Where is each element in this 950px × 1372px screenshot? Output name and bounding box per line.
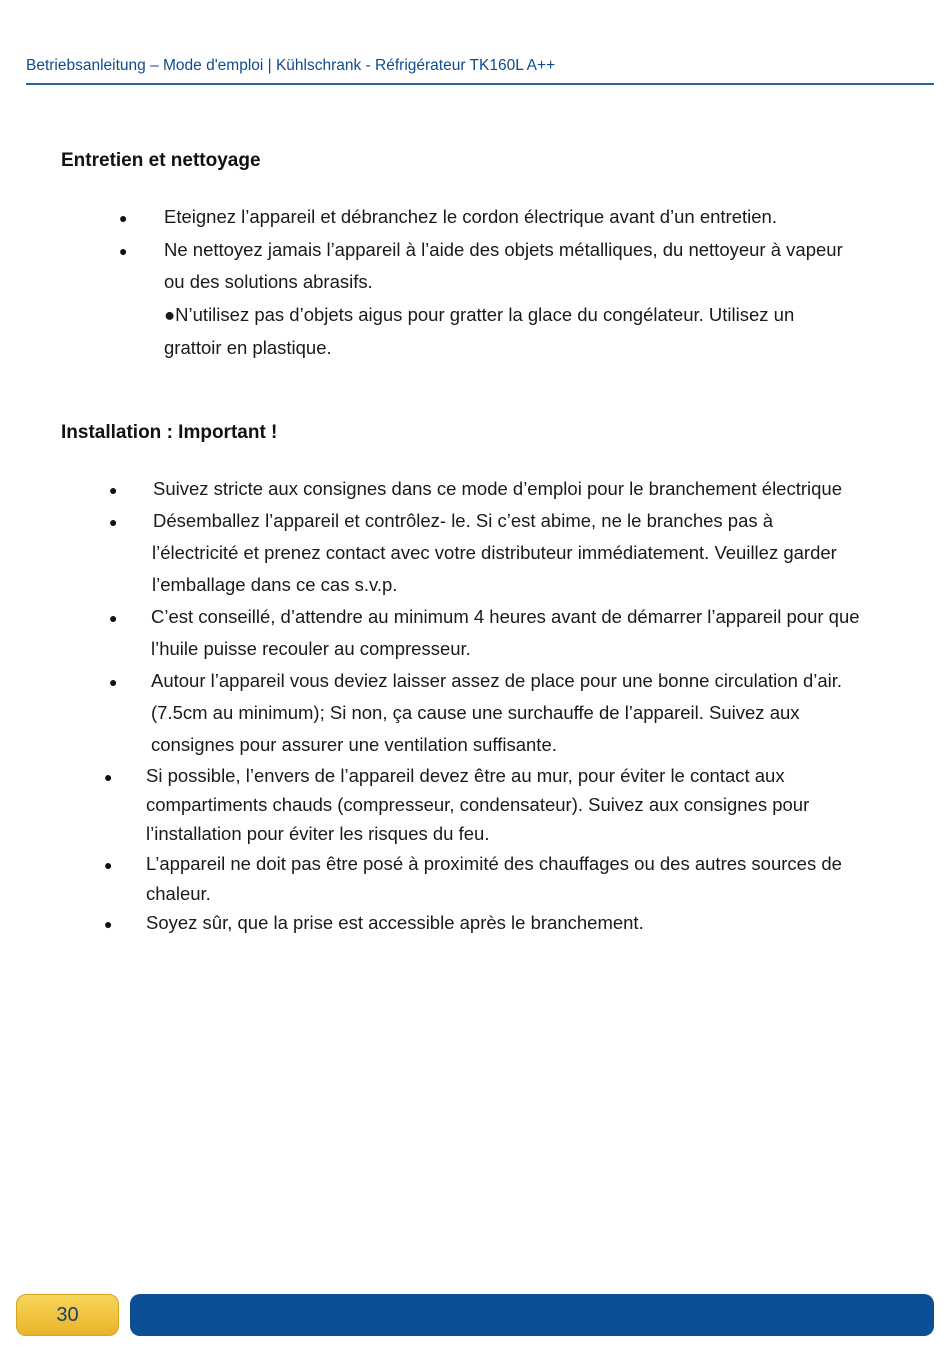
running-header: Betriebsanleitung – Mode d'emploi | Kühlschrank - Réfrigérateur TK160L A++ bbox=[26, 57, 556, 74]
footer-bar bbox=[130, 1294, 934, 1336]
installation-line-5: C’est conseillé, d’attendre au minimum 4 heures avant de démarrer l’appareil pour que bbox=[151, 606, 860, 627]
bullet: ● bbox=[104, 857, 113, 873]
bullet: ● bbox=[109, 610, 118, 626]
bullet: ● bbox=[104, 769, 113, 785]
installation-line-13: L’appareil ne doit pas être posé à proximité des chauffages ou des autres sources de bbox=[146, 853, 842, 874]
bullet: ● bbox=[109, 674, 118, 690]
page-number-badge bbox=[16, 1294, 119, 1336]
installation-line-1: Suivez stricte aux consignes dans ce mode d’emploi pour le branchement électrique bbox=[153, 478, 842, 499]
installation-line-2: Désemballez l’appareil et contrôlez- le. Si c’est abime, ne le branches pas à bbox=[153, 510, 774, 531]
installation-line-6: l’huile puisse recouler au compresseur. bbox=[151, 638, 471, 659]
installation-line-14: chaleur. bbox=[146, 883, 211, 904]
maintenance-line-2: Ne nettoyez jamais l’appareil à l’aide des objets métalliques, du nettoyeur à vapeur bbox=[164, 239, 843, 260]
bullet: ● bbox=[109, 514, 118, 530]
bullet: ● bbox=[119, 210, 128, 226]
maintenance-line-3: ou des solutions abrasifs. bbox=[164, 271, 373, 292]
installation-line-10: Si possible, l’envers de l’appareil devez être au mur, pour éviter le contact aux bbox=[146, 765, 785, 786]
maintenance-line-5: grattoir en plastique. bbox=[164, 337, 332, 358]
section-title-maintenance: Entretien et nettoyage bbox=[61, 150, 261, 171]
maintenance-line-4: ●N’utilisez pas d’objets aigus pour gratter la glace du congélateur. Utilisez un bbox=[164, 304, 795, 325]
installation-line-11: compartiments chauds (compresseur, condensateur). Suivez aux consignes pour bbox=[146, 794, 810, 815]
installation-line-4: l’emballage dans ce cas s.v.p. bbox=[152, 574, 398, 595]
header-divider bbox=[26, 83, 934, 85]
bullet: ● bbox=[109, 482, 118, 498]
installation-line-7: Autour l’appareil vous deviez laisser assez de place pour une bonne circulation d’air. bbox=[151, 670, 843, 691]
maintenance-line-1: Eteignez l’appareil et débranchez le cordon électrique avant d’un entretien. bbox=[164, 206, 777, 227]
installation-line-12: l’installation pour éviter les risques du feu. bbox=[146, 823, 490, 844]
installation-line-8: (7.5cm au minimum); Si non, ça cause une surchauffe de l’appareil. Suivez aux bbox=[151, 702, 800, 723]
installation-line-15: Soyez sûr, que la prise est accessible après le branchement. bbox=[146, 912, 644, 933]
bullet: ● bbox=[104, 916, 113, 932]
bullet: ● bbox=[119, 243, 128, 259]
installation-line-9: consignes pour assurer une ventilation suffisante. bbox=[151, 734, 557, 755]
section-title-installation: Installation : Important ! bbox=[61, 422, 278, 443]
page-number: 30 bbox=[56, 1303, 79, 1326]
installation-line-3: l’électricité et prenez contact avec votre distributeur immédiatement. Veuillez garder bbox=[152, 542, 837, 563]
